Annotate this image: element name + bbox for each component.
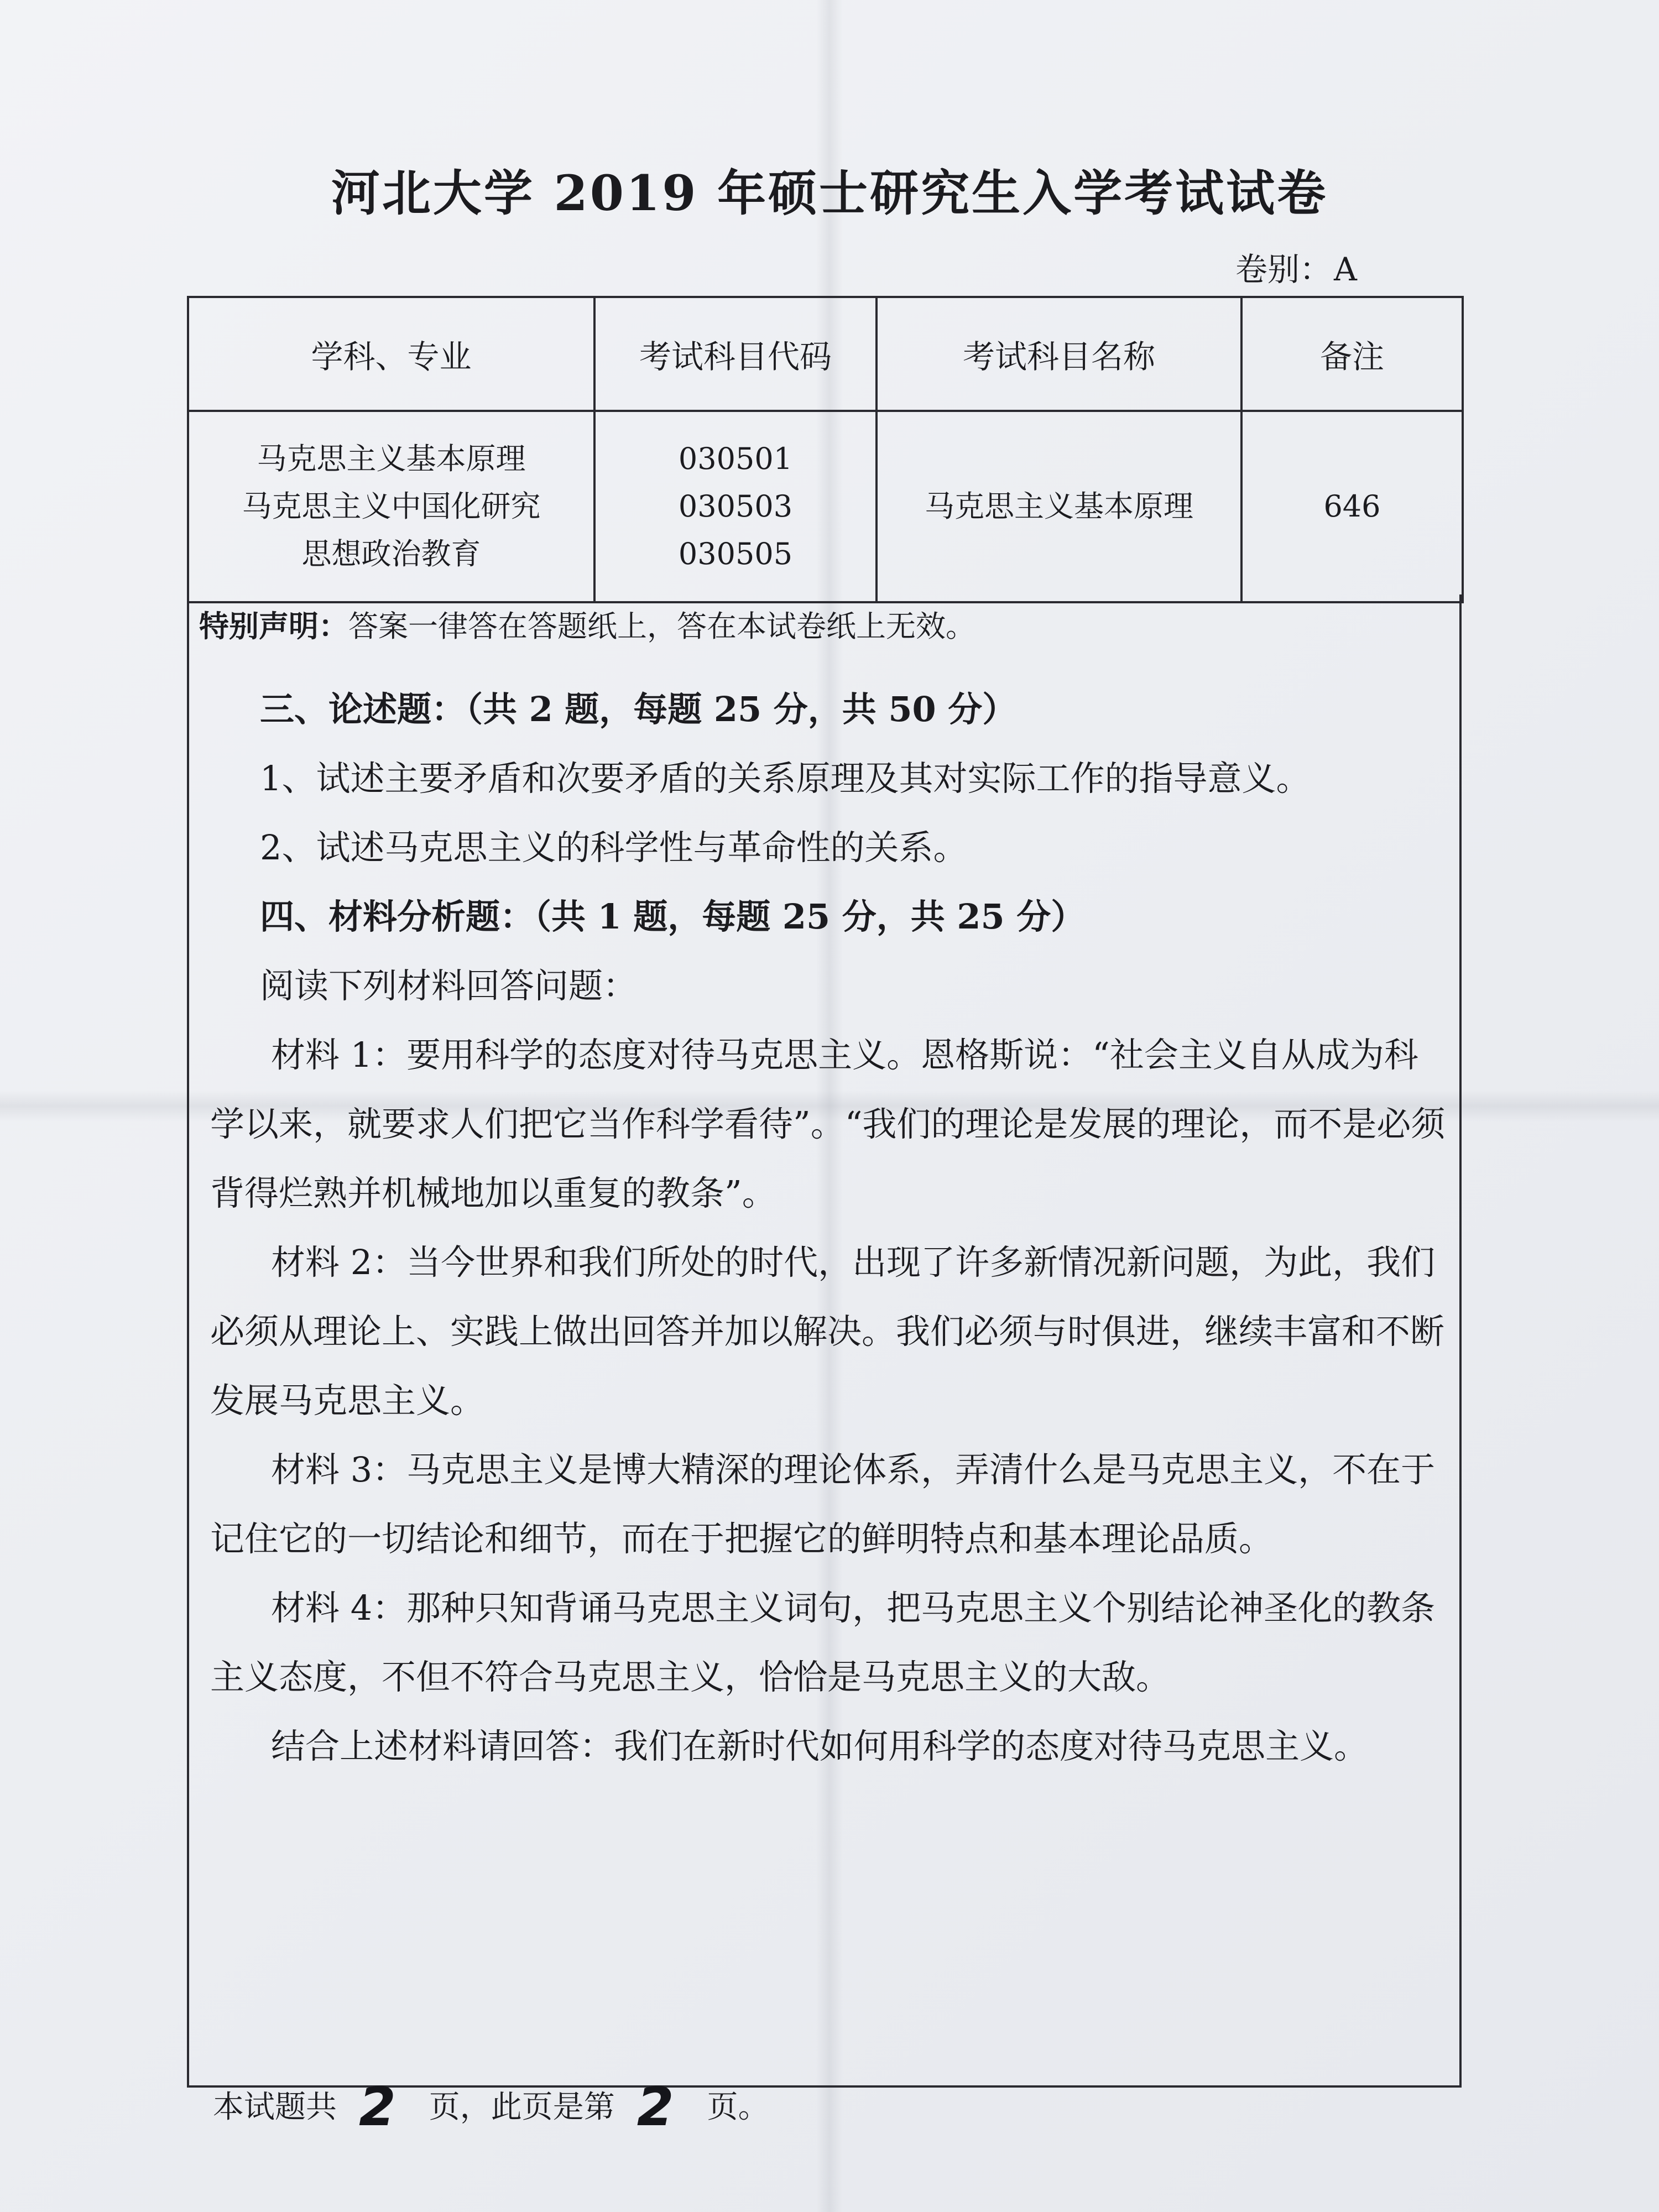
table-row [188, 411, 1463, 602]
paper-type [1233, 243, 1357, 290]
current-page-handwritten: 2 [637, 2076, 674, 2138]
notice-text: 答案一律答在答题纸上，答在本试卷纸上无效。 [348, 609, 975, 644]
footer-suffix: 页。 [707, 2089, 769, 2125]
code-item: 030505 [678, 536, 793, 571]
footer-middle: 页，此页是第 [429, 2089, 615, 2125]
header-subject-code: 考试科目代码 [594, 297, 877, 411]
header-major: 学科、专业 [188, 297, 594, 411]
header-remark: 备注 [1241, 297, 1463, 411]
section-3-heading: 三、论述题：（共 2 题，每题 25 分，共 50 分） [260, 689, 1017, 729]
material-question: 结合上述材料请回答：我们在新时代如何用科学的态度对待马克思主义。 [271, 1726, 1369, 1766]
table-header-row [188, 297, 1463, 411]
material-1: 材料 1：要用科学的态度对待马克思主义。恩格斯说：“社会主义自从成为科学以来，就要求人们把它当作科学看待”。“我们的理论是发展的理论，而不是必须背得烂熟并机械地加以重复的教条”。 [210, 1035, 1446, 1213]
special-notice [199, 603, 975, 645]
material-2: 材料 2：当今世界和我们所处的时代，出现了许多新情况新问题，为此，我们必须从理论上、实践上做出回答并加以解决。我们必须与时俱进，继续丰富和不断发展马克思主义。 [210, 1242, 1445, 1421]
exam-info-table [187, 296, 1464, 603]
cell-majors [188, 411, 594, 602]
material-3: 材料 3：马克思主义是博大精深的理论体系，弄清什么是马克思主义，不在于记住它的一切结论和细节，而在于把握它的鲜明特点和基本理论品质。 [210, 1449, 1436, 1559]
material-intro: 阅读下列材料回答问题： [260, 966, 638, 1006]
cell-codes [594, 411, 877, 602]
footer-prefix: 本试题共 [213, 2089, 337, 2125]
major-item: 思想政治教育 [301, 536, 481, 571]
material-4: 材料 4：那种只知背诵马克思主义词句，把马克思主义个别结论神圣化的教条主义态度，不但不符合马克思主义，恰恰是马克思主义的大敌。 [210, 1588, 1436, 1697]
exam-title: 河北大学 2019 年硕士研究生入学考试试卷 [331, 164, 1328, 222]
paper-type-label: 卷别： [1235, 251, 1332, 288]
header-subject-name: 考试科目名称 [877, 297, 1241, 411]
paper-type-value: A [1334, 251, 1357, 288]
total-pages-handwritten: 2 [359, 2076, 396, 2138]
question-1: 1、试述主要矛盾和次要矛盾的关系原理及其对实际工作的指导意义。 [260, 758, 1311, 799]
code-item: 030503 [678, 489, 793, 524]
major-item: 马克思主义基本原理 [257, 441, 526, 476]
cell-remark: 646 [1241, 411, 1463, 602]
code-item: 030501 [678, 441, 793, 476]
section-4-heading: 四、材料分析题：（共 1 题，每题 25 分，共 25 分） [260, 896, 1086, 937]
question-body [210, 675, 1449, 1781]
major-item: 马克思主义中国化研究 [242, 489, 541, 524]
page-footer [213, 2068, 769, 2138]
notice-label: 特别声明： [199, 608, 348, 644]
question-2: 2、试述马克思主义的科学性与革命性的关系。 [260, 827, 968, 868]
cell-subject-name: 马克思主义基本原理 [877, 411, 1241, 602]
